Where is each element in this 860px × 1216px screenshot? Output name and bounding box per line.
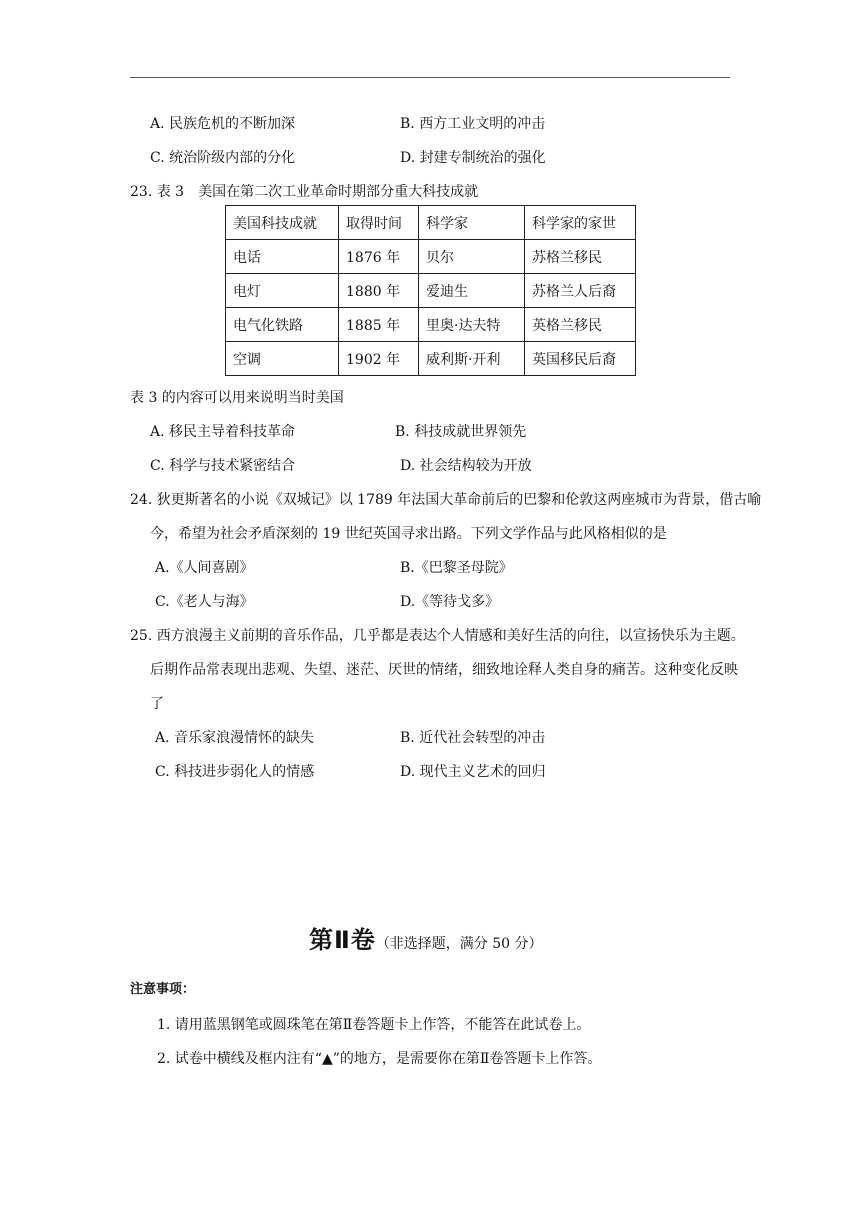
notice-item-1: 1. 请用蓝黑钢笔或圆珠笔在第Ⅱ卷答题卡上作答，不能答在此试卷上。 <box>157 1017 591 1033</box>
q22-option-c: C. 统治阶级内部的分化 <box>150 150 296 166</box>
table-cell: 1876 年 <box>339 240 419 274</box>
q23-option-b: B. 科技成就世界领先 <box>395 424 527 440</box>
q24-stem-line2: 今，希望为社会矛盾深刻的 19 世纪英国寻求出路。下列文学作品与此风格相似的是 <box>150 526 667 542</box>
table-row <box>226 274 636 308</box>
section-title <box>309 920 543 955</box>
q22-option-a: A. 民族危机的不断加深 <box>150 116 296 132</box>
q25-option-a: A. 音乐家浪漫情怀的缺失 <box>155 730 315 746</box>
q24-option-d: D.《等待戈多》 <box>400 594 500 610</box>
table-cell: 威利斯·开利 <box>419 342 525 376</box>
q23-option-a: A. 移民主导着科技革命 <box>150 424 296 440</box>
table-cell: 1902 年 <box>339 342 419 376</box>
section-title-sub: （非选择题，满分 50 分） <box>375 936 543 952</box>
q23-stem: 23. 表 3 美国在第二次工业革命时期部分重大科技成就 <box>130 184 479 200</box>
table-row <box>226 240 636 274</box>
notice-heading: 注意事项： <box>130 982 196 997</box>
table-cell: 贝尔 <box>419 240 525 274</box>
q22-option-d: D. 封建专制统治的强化 <box>400 150 546 166</box>
table-cell: 电话 <box>226 240 339 274</box>
table-row <box>226 308 636 342</box>
table-cell: 爱迪生 <box>419 274 525 308</box>
q25-stem-line1: 25. 西方浪漫主义前期的音乐作品，几乎都是表达个人情感和美好生活的向往，以宣扬快乐为主题。 <box>130 628 745 644</box>
q23-option-d: D. 社会结构较为开放 <box>400 458 532 474</box>
section-title-main: 第Ⅱ卷 <box>309 926 376 954</box>
q25-stem-line3: 了 <box>150 696 164 712</box>
q23-option-c: C. 科学与技术紧密结合 <box>150 458 296 474</box>
table-header-cell: 取得时间 <box>339 206 419 240</box>
q25-option-c: C. 科技进步弱化人的情感 <box>155 764 315 780</box>
table-cell: 电气化铁路 <box>226 308 339 342</box>
q23-question: 表 3 的内容可以用来说明当时美国 <box>130 390 344 406</box>
header-rule <box>130 77 730 78</box>
table-header-cell: 美国科技成就 <box>226 206 339 240</box>
q22-option-b: B. 西方工业文明的冲击 <box>400 116 546 132</box>
q25-stem-line2: 后期作品常表现出悲观、失望、迷茫、厌世的情绪，细致地诠释人类自身的痛苦。这种变化反映 <box>150 662 738 678</box>
notice-item-2: 2. 试卷中横线及框内注有“▲”的地方，是需要你在第Ⅱ卷答题卡上作答。 <box>157 1051 602 1067</box>
q24-option-b: B.《巴黎圣母院》 <box>400 560 513 576</box>
achievements-table <box>225 205 636 376</box>
table-cell: 电灯 <box>226 274 339 308</box>
q25-option-d: D. 现代主义艺术的回归 <box>400 764 546 780</box>
table-header-cell: 科学家的家世 <box>525 206 636 240</box>
q24-option-c: C.《老人与海》 <box>155 594 254 610</box>
table-header-cell: 科学家 <box>419 206 525 240</box>
table-cell: 苏格兰移民 <box>525 240 636 274</box>
table-cell: 空调 <box>226 342 339 376</box>
q24-option-a: A.《人间喜剧》 <box>155 560 254 576</box>
q24-stem-line1: 24. 狄更斯著名的小说《双城记》以 1789 年法国大革命前后的巴黎和伦敦这两座城市为背景，借古喻 <box>130 492 762 508</box>
table-cell: 英国移民后裔 <box>525 342 636 376</box>
table-cell: 苏格兰人后裔 <box>525 274 636 308</box>
table-cell: 1885 年 <box>339 308 419 342</box>
table-cell: 英格兰移民 <box>525 308 636 342</box>
table-header-row <box>226 206 636 240</box>
q25-option-b: B. 近代社会转型的冲击 <box>400 730 546 746</box>
table-cell: 1880 年 <box>339 274 419 308</box>
table-cell: 里奥·达夫特 <box>419 308 525 342</box>
table-row <box>226 342 636 376</box>
